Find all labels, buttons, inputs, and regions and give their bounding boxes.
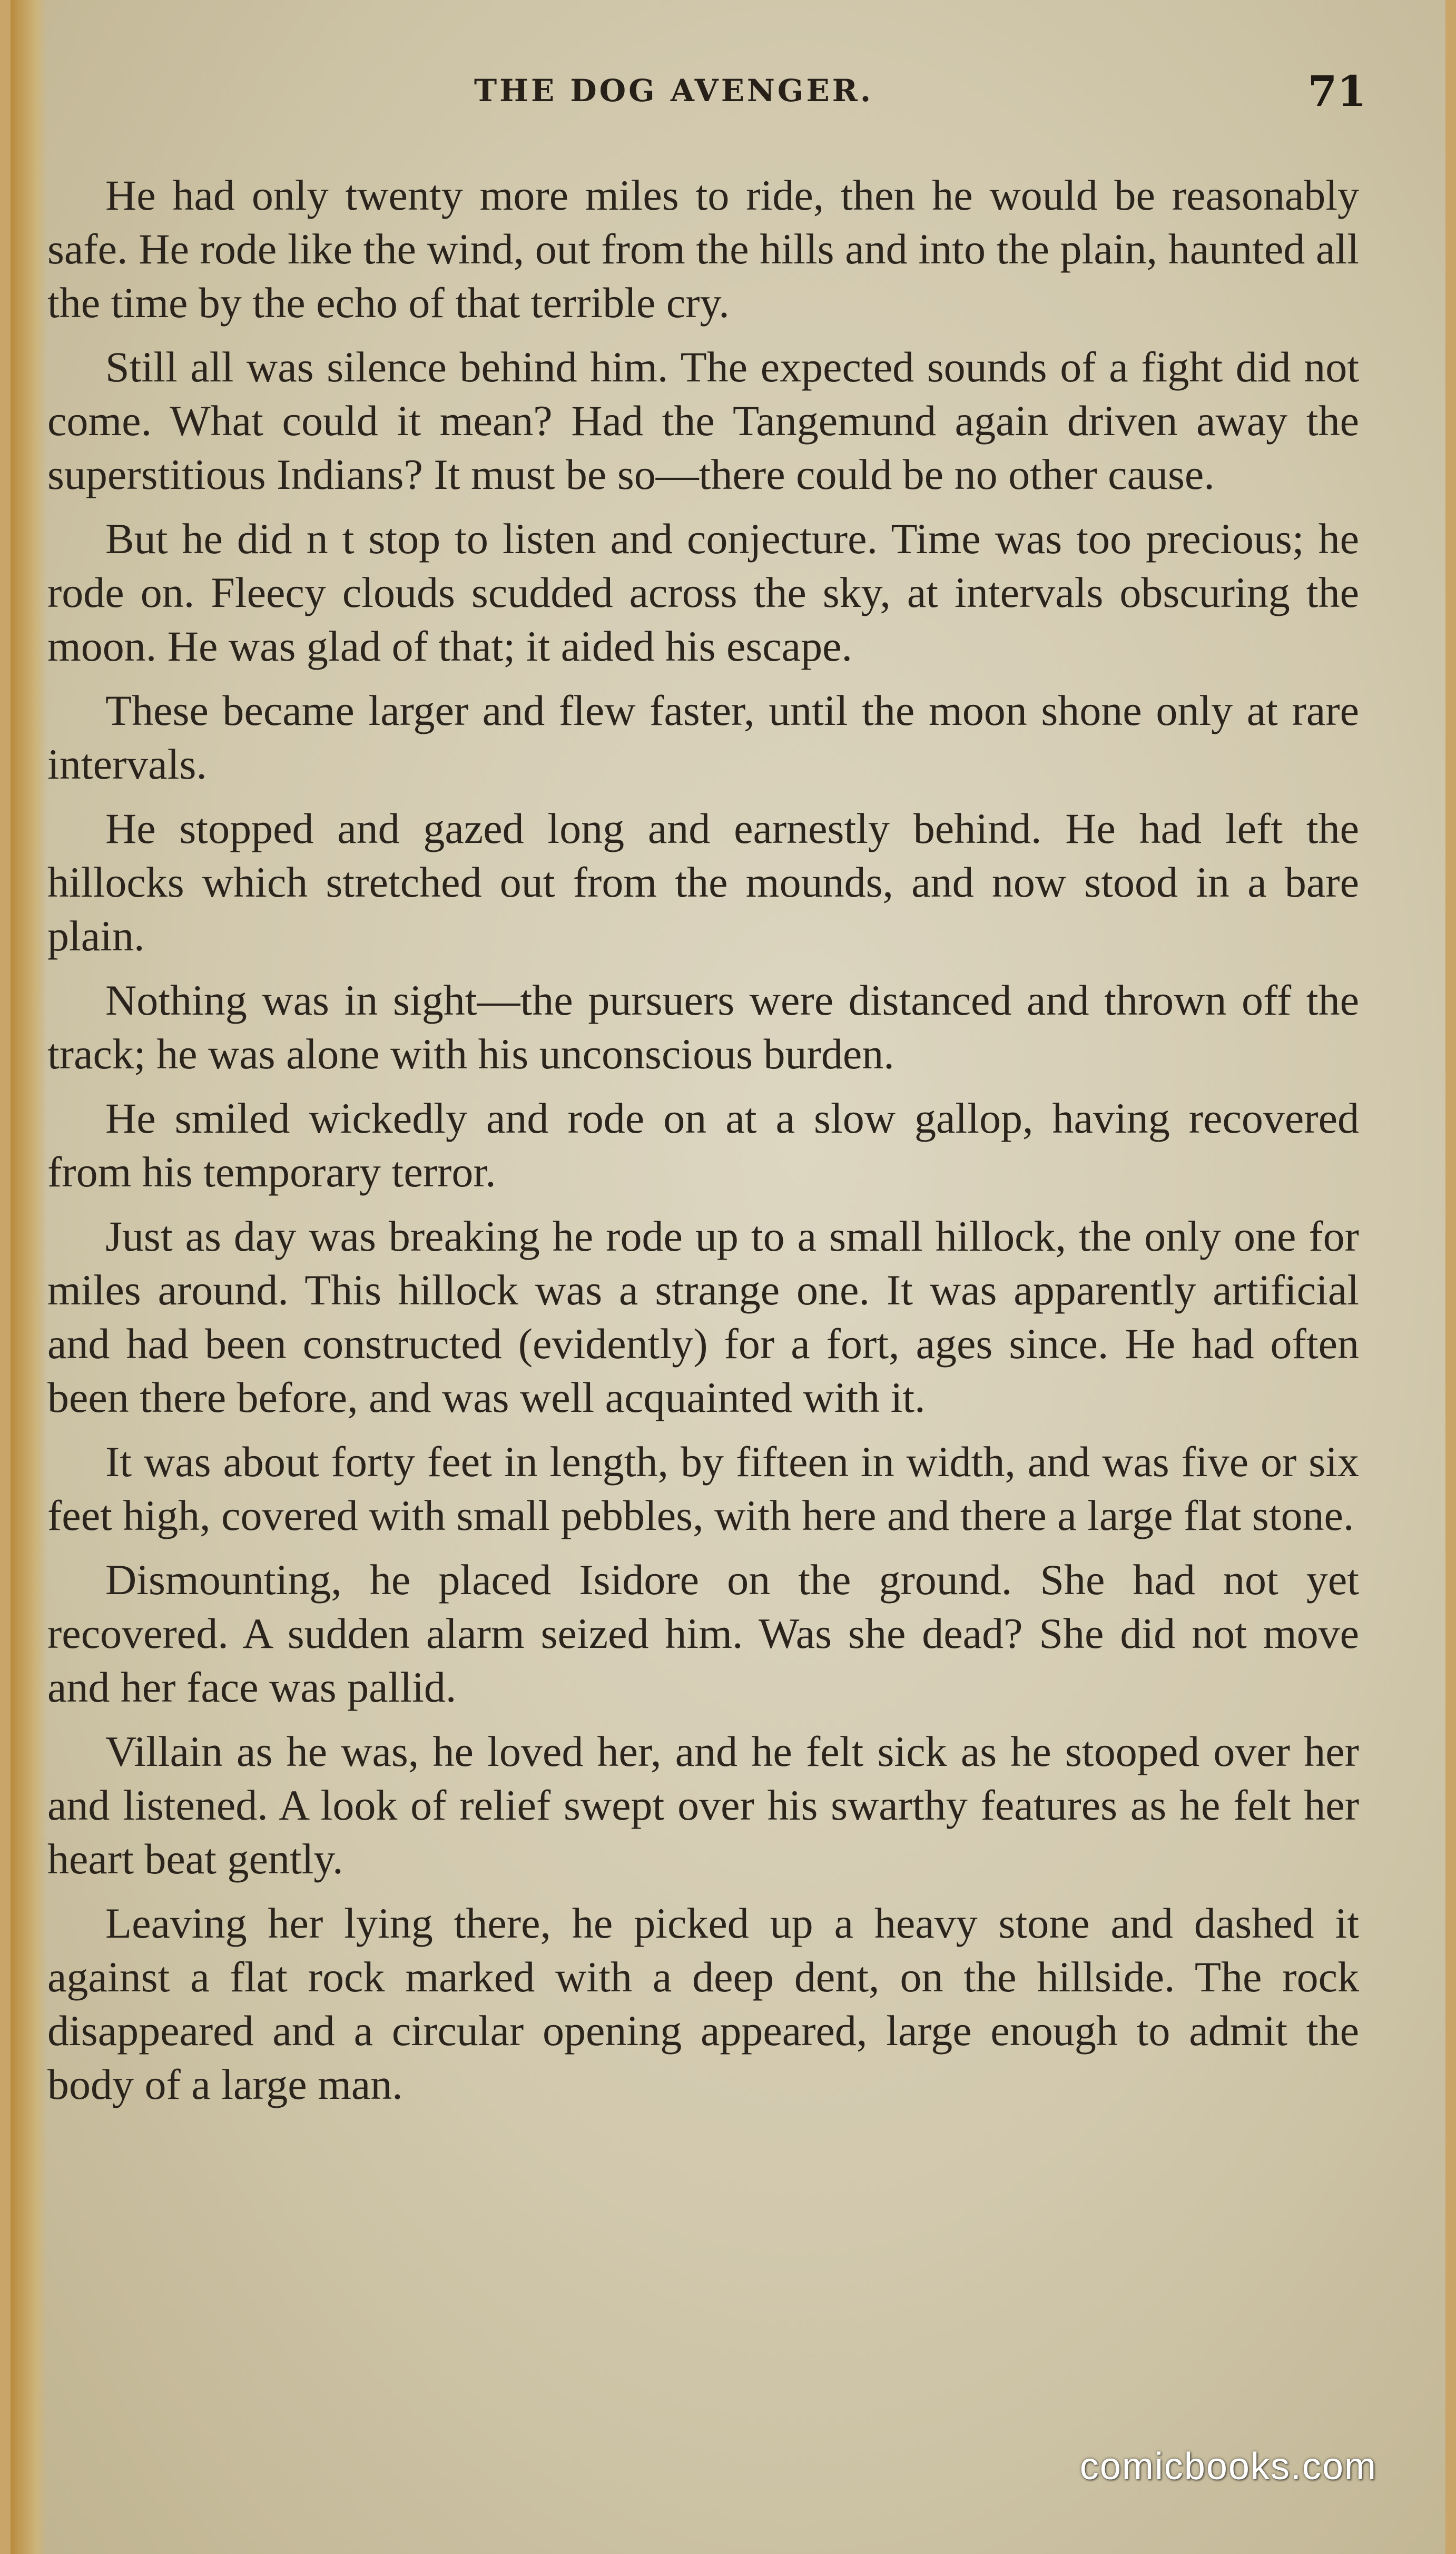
paragraph: It was about forty feet in length, by fifteen in width, and was five or six feet high, covered with small pebbles, with here and there a large flat stone. [47,1438,1359,1539]
body-text [47,169,1359,2122]
paragraph: He smiled wickedly and rode on at a slow gallop, having recovered from his temporary terror. [47,1094,1359,1196]
paragraph: Just as day was breaking he rode up to a small hillock, the only one for miles around. This hillock was a strange one. It was apparently artificial and had been constructed (evidently) for a fort, ages since. He had often been there before, and was well acquainted with it. [47,1212,1359,1421]
paragraph: Nothing was in sight—the pursuers were distanced and thrown off the track; he was alone with his unconscious burden. [47,976,1359,1078]
book-page [11,0,1445,2554]
paragraph: Still all was silence behind him. The expected sounds of a fight did not come. What could it mean? Had the Tangemund again driven away the superstitious Indians? It must be so—there could be no other cause. [47,343,1359,498]
paragraph: But he did n t stop to listen and conjecture. Time was too precious; he rode on. Fleecy clouds scudded across the sky, at intervals obscuring the moon. He was glad of that; it aided his escape. [47,515,1359,670]
running-head [11,62,1445,120]
paragraph: He had only twenty more miles to ride, then he would be reasonably safe. He rode like the wind, out from the hills and into the plain, haunted all the time by the echo of that terrible cry. [47,171,1359,327]
paragraph: Villain as he was, he loved her, and he felt sick as he stooped over her and listened. A look of relief swept over his swarthy features as he felt her heart beat gently. [47,1727,1359,1883]
page-number: 71 [1307,66,1366,116]
paragraph: Dismounting, he placed Isidore on the ground. She had not yet recovered. A sudden alarm seized him. Was she dead? She did not move and her face was pallid. [47,1556,1359,1711]
paragraph: He stopped and gazed long and earnestly behind. He had left the hillocks which stretched out from the mounds, and now stood in a bare plain. [47,804,1359,960]
running-title: THE DOG AVENGER. [474,73,874,109]
paragraph: These became larger and flew faster, until the moon shone only at rare intervals. [47,686,1359,788]
watermark: comicbooks.com [1079,2445,1377,2488]
page-spine-shadow [11,0,47,2554]
paragraph: Leaving her lying there, he picked up a heavy stone and dashed it against a flat rock marked with a deep dent, on the hillside. The rock disappeared and a circular opening appeared, large enough to admit the body of a large man. [47,1899,1359,2108]
